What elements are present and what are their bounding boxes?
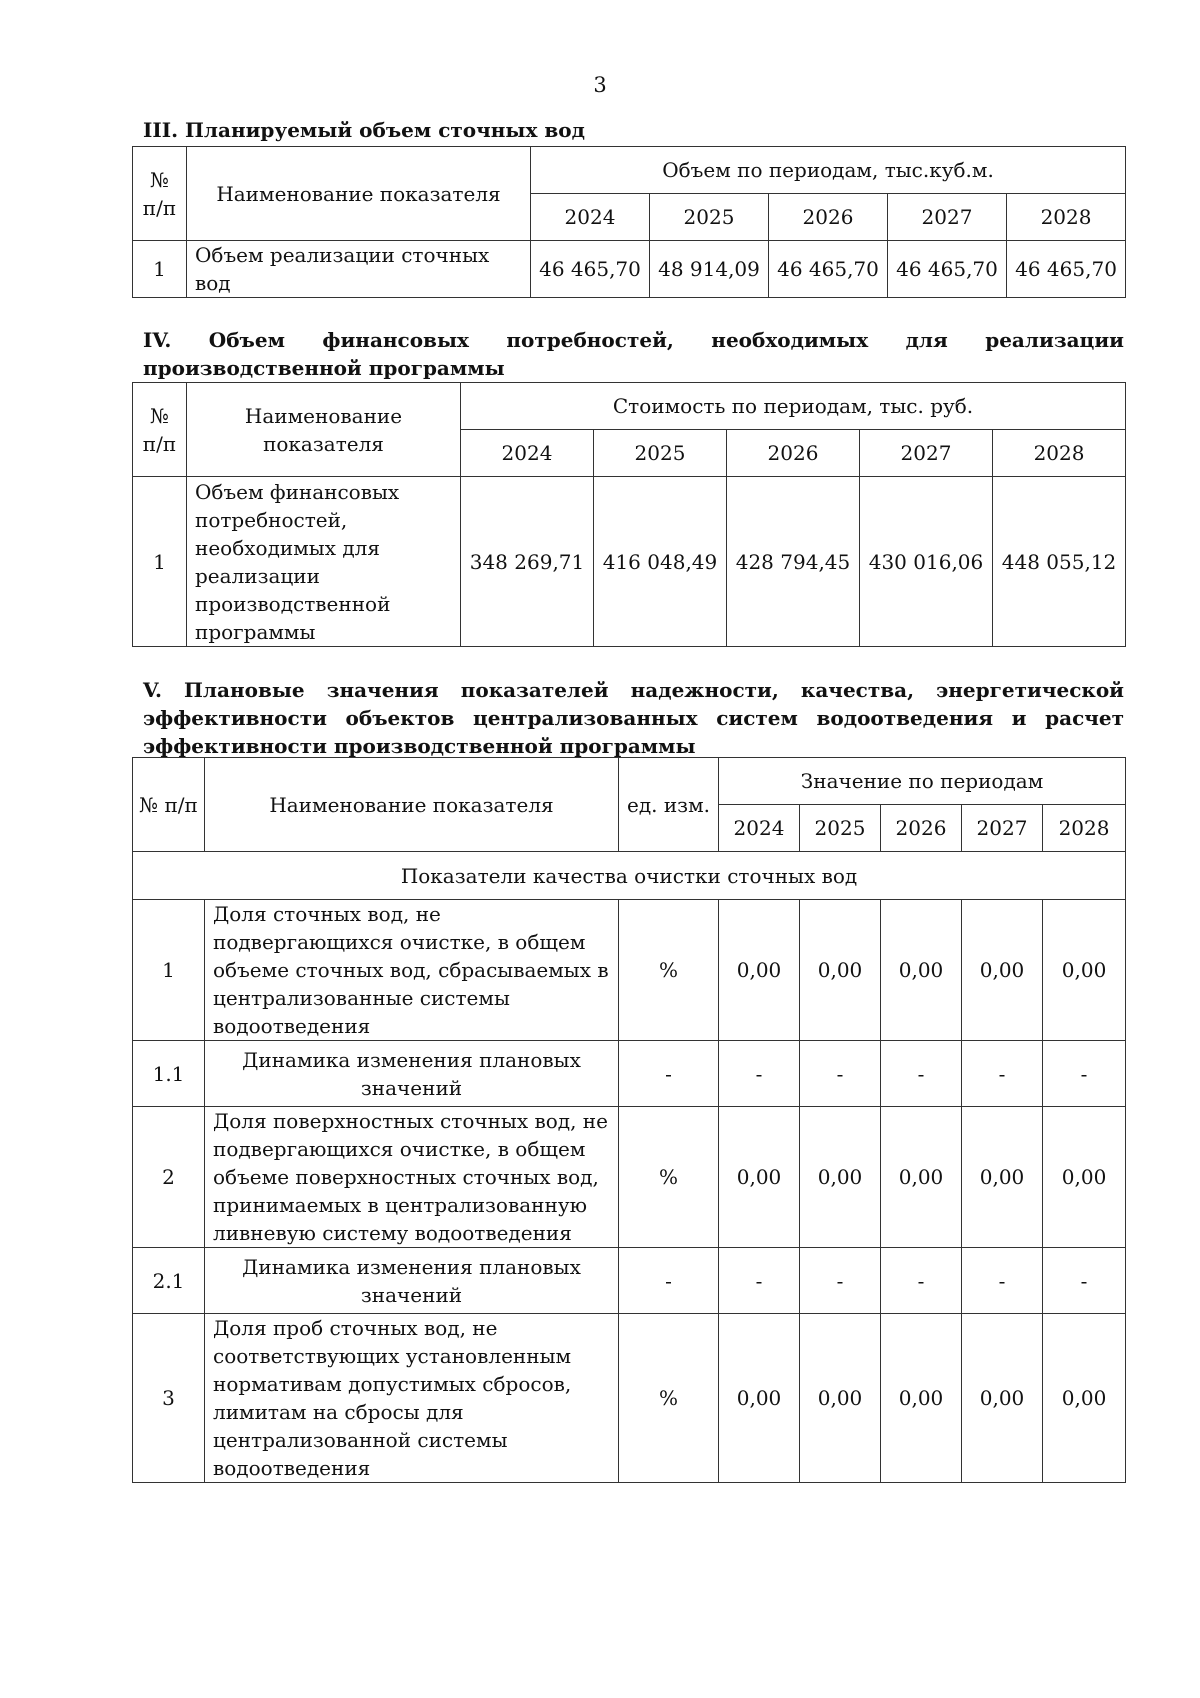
table-row xyxy=(133,1041,1126,1107)
table-row xyxy=(133,241,1126,298)
table-row xyxy=(133,1314,1126,1483)
s5-header-unit: ед. изм. xyxy=(619,758,719,852)
s4-year: 2028 xyxy=(993,430,1126,477)
row-value: 0,00 xyxy=(881,1314,962,1483)
row-num: 1 xyxy=(133,900,205,1041)
row-value: 448 055,12 xyxy=(993,477,1126,647)
row-value: 430 016,06 xyxy=(860,477,993,647)
row-value: - xyxy=(1043,1248,1126,1314)
s4-year: 2024 xyxy=(461,430,594,477)
s3-header-group: Объем по периодам, тыс.куб.м. xyxy=(531,147,1126,194)
section3-title: III. Планируемый объем сточных вод xyxy=(143,118,585,142)
row-num: 1.1 xyxy=(133,1041,205,1107)
row-value: 428 794,45 xyxy=(727,477,860,647)
s5-header-name: Наименование показателя xyxy=(205,758,619,852)
s5-year: 2024 xyxy=(719,805,800,852)
row-value: - xyxy=(962,1041,1043,1107)
row-value: 46 465,70 xyxy=(531,241,650,298)
page-number: 3 xyxy=(593,73,607,97)
section3-table xyxy=(132,146,1126,298)
row-value: - xyxy=(800,1041,881,1107)
section5-title: V. Плановые значения показателей надежности, качества, энергетической эффективности объектов централизованных систем водоотведения и расчет эффективности производственной программы xyxy=(143,678,1124,758)
s4-year: 2025 xyxy=(594,430,727,477)
row-num: 2.1 xyxy=(133,1248,205,1314)
row-name: Объем реализации сточных вод xyxy=(187,241,531,298)
s3-year: 2025 xyxy=(650,194,769,241)
row-name: Доля проб сточных вод, не соответствующих установленным нормативам допустимых сбросов, лимитам на сбросы для централизованной системы водоотведения xyxy=(205,1314,619,1483)
row-num: 1 xyxy=(133,241,187,298)
table-row xyxy=(133,1107,1126,1248)
row-value: 0,00 xyxy=(719,1314,800,1483)
s5-subheader: Показатели качества очистки сточных вод xyxy=(133,852,1126,900)
row-unit: - xyxy=(619,1041,719,1107)
row-value: - xyxy=(800,1248,881,1314)
row-value: - xyxy=(962,1248,1043,1314)
row-value: 416 048,49 xyxy=(594,477,727,647)
s4-header-group: Стоимость по периодам, тыс. руб. xyxy=(461,383,1126,430)
row-name: Доля поверхностных сточных вод, не подвергающихся очистке, в общем объеме поверхностных сточных вод, принимаемых в централизованную ливневую систему водоотведения xyxy=(205,1107,619,1248)
s4-header-name: Наименование показателя xyxy=(187,383,461,477)
table-row xyxy=(133,477,1126,647)
row-value: - xyxy=(719,1041,800,1107)
row-unit: % xyxy=(619,1314,719,1483)
row-unit: - xyxy=(619,1248,719,1314)
row-value: 0,00 xyxy=(1043,1314,1126,1483)
s5-year: 2025 xyxy=(800,805,881,852)
row-value: 0,00 xyxy=(800,900,881,1041)
s5-year: 2026 xyxy=(881,805,962,852)
s5-header-group: Значение по периодам xyxy=(719,758,1126,805)
s5-header-num: № п/п xyxy=(133,758,205,852)
s5-year: 2027 xyxy=(962,805,1043,852)
row-value: - xyxy=(719,1248,800,1314)
row-value: 46 465,70 xyxy=(888,241,1007,298)
table-row xyxy=(133,1248,1126,1314)
row-value: 0,00 xyxy=(1043,900,1126,1041)
row-value: 48 914,09 xyxy=(650,241,769,298)
row-value: - xyxy=(1043,1041,1126,1107)
row-value: 0,00 xyxy=(719,1107,800,1248)
row-unit: % xyxy=(619,1107,719,1248)
row-value: 0,00 xyxy=(800,1314,881,1483)
section4-table xyxy=(132,382,1126,647)
row-value: 0,00 xyxy=(962,1107,1043,1248)
row-name: Динамика изменения плановых значений xyxy=(205,1248,619,1314)
section5-table xyxy=(132,757,1126,1483)
s3-header-name: Наименование показателя xyxy=(187,147,531,241)
s4-year: 2026 xyxy=(727,430,860,477)
s4-year: 2027 xyxy=(860,430,993,477)
row-value: 0,00 xyxy=(881,1107,962,1248)
row-value: - xyxy=(881,1248,962,1314)
s5-year: 2028 xyxy=(1043,805,1126,852)
row-value: 46 465,70 xyxy=(769,241,888,298)
row-value: - xyxy=(881,1041,962,1107)
row-value: 0,00 xyxy=(962,900,1043,1041)
table-row xyxy=(133,900,1126,1041)
row-name: Динамика изменения плановых значений xyxy=(205,1041,619,1107)
row-name: Доля сточных вод, не подвергающихся очистке, в общем объеме сточных вод, сбрасываемых в централизованные системы водоотведения xyxy=(205,900,619,1041)
s4-header-num: № п/п xyxy=(133,383,187,477)
row-value: 348 269,71 xyxy=(461,477,594,647)
row-num: 1 xyxy=(133,477,187,647)
row-name: Объем финансовых потребностей, необходимых для реализации производственной программы xyxy=(187,477,461,647)
s3-year: 2026 xyxy=(769,194,888,241)
row-value: 0,00 xyxy=(881,900,962,1041)
row-unit: % xyxy=(619,900,719,1041)
row-value: 0,00 xyxy=(800,1107,881,1248)
s3-year: 2024 xyxy=(531,194,650,241)
s3-year: 2028 xyxy=(1007,194,1126,241)
row-num: 3 xyxy=(133,1314,205,1483)
s3-year: 2027 xyxy=(888,194,1007,241)
row-value: 46 465,70 xyxy=(1007,241,1126,298)
row-num: 2 xyxy=(133,1107,205,1248)
section4-title: IV. Объем финансовых потребностей, необходимых для реализации производственной программы xyxy=(143,328,1124,380)
s3-header-num: № п/п xyxy=(133,147,187,241)
row-value: 0,00 xyxy=(719,900,800,1041)
row-value: 0,00 xyxy=(1043,1107,1126,1248)
row-value: 0,00 xyxy=(962,1314,1043,1483)
